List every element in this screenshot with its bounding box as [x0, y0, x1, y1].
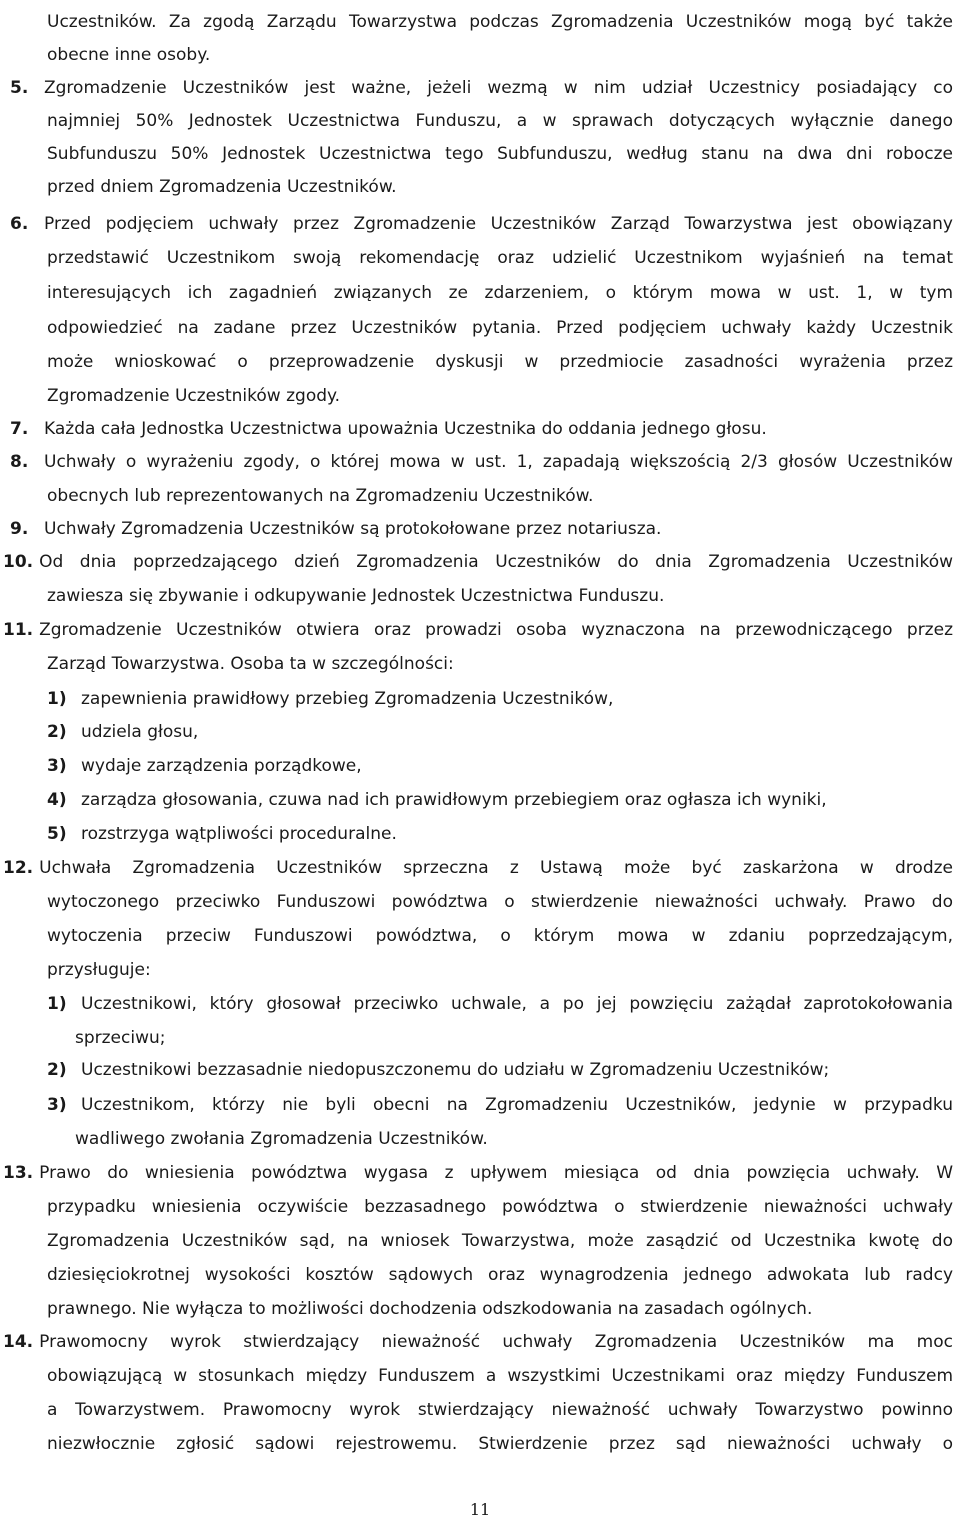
line-text: Zgromadzenie Uczestników zgody. [47, 386, 341, 406]
text-line [47, 44, 210, 66]
text-line [47, 925, 953, 947]
item-number: 8. [10, 452, 29, 472]
line-text: przysługuje: [47, 960, 151, 980]
item-number: 14. [3, 1332, 34, 1352]
text-line [47, 1230, 953, 1252]
text-line [47, 110, 953, 132]
item-number: 2) [47, 722, 67, 742]
text-line [3, 619, 953, 641]
item-number: 4) [47, 790, 67, 810]
item-number: 6. [10, 214, 29, 234]
line-text: Każda cała Jednostka Uczestnictwa upoważnia Uczestnika do oddania jednego głosu. [44, 419, 767, 439]
item-number: 5. [10, 78, 29, 98]
line-text: wytoczenia przeciw Funduszowi powództwa, o którym mowa w zdaniu poprzedzającym, [47, 926, 953, 946]
text-line [47, 823, 397, 845]
line-text: przedstawić Uczestnikom swoją rekomendację oraz udzielić Uczestnikom wyjaśnień na temat [47, 248, 953, 268]
text-line [47, 282, 953, 304]
text-line [47, 789, 827, 811]
text-line [47, 721, 198, 743]
text-line [3, 1162, 953, 1184]
line-text: rozstrzyga wątpliwości proceduralne. [81, 824, 397, 844]
text-line [47, 755, 362, 777]
text-line [47, 1059, 829, 1081]
line-text: najmniej 50% Jednostek Uczestnictwa Funduszu, a w sprawach dotyczących wyłącznie danego [47, 111, 953, 131]
text-line [3, 551, 953, 573]
line-text: Uczestnikowi, który głosował przeciwko uchwale, a po jej powzięciu zażądał zaprotokołowania [81, 994, 953, 1014]
line-text: wydaje zarządzenia porządkowe, [81, 756, 362, 776]
text-line [75, 1128, 488, 1150]
line-text: niezwłocznie zgłosić sądowi rejestrowemu. Stwierdzenie przez sąd nieważności uchwały o [47, 1434, 953, 1454]
item-number: 9. [10, 519, 29, 539]
line-text: wytoczonego przeciwko Funduszowi powództwa o stwierdzenie nieważności uchwały. Prawo do [47, 892, 953, 912]
item-number: 10. [3, 552, 34, 572]
line-text: dziesięciokrotnej wysokości kosztów sądowych oraz wynagrodzenia jednego adwokata lub radcy [47, 1265, 953, 1285]
text-line [47, 1365, 953, 1387]
line-text: przed dniem Zgromadzenia Uczestników. [47, 177, 397, 197]
text-line [10, 77, 953, 99]
line-text: Uchwała Zgromadzenia Uczestników sprzeczna z Ustawą może być zaskarżona w drodze [39, 858, 953, 878]
text-line [47, 1433, 953, 1455]
line-text: Zgromadzenie Uczestników jest ważne, jeżeli wezmą w nim udział Uczestnicy posiadający co [44, 78, 953, 98]
text-line [47, 891, 953, 913]
item-number: 11. [3, 620, 34, 640]
line-text: Zgromadzenie Uczestników otwiera oraz prowadzi osoba wyznaczona na przewodniczącego przez [39, 620, 953, 640]
line-text: Uczestnikom, którzy nie byli obecni na Zgromadzeniu Uczestników, jedynie w przypadku [81, 1095, 953, 1115]
line-text: prawnego. Nie wyłącza to możliwości dochodzenia odszkodowania na zasadach ogólnych. [47, 1299, 813, 1319]
line-text: może wnioskować o przeprowadzenie dyskusji w przedmiocie zasadności wyrażenia przez [47, 352, 953, 372]
text-line [47, 1399, 953, 1421]
line-text: Przed podjęciem uchwały przez Zgromadzenie Uczestników Zarząd Towarzystwa jest obowiązany [44, 214, 953, 234]
text-line [47, 959, 151, 981]
line-text: obowiązującą w stosunkach między Funduszem a wszystkimi Uczestnikami oraz między Funduszem [47, 1366, 953, 1386]
text-line [47, 247, 953, 269]
text-line [47, 585, 664, 607]
text-line [47, 176, 397, 198]
page-number: 11 [469, 1500, 491, 1519]
text-line [47, 688, 613, 710]
text-line [47, 143, 953, 165]
line-text: odpowiedzieć na zadane przez Uczestników pytania. Przed podjęciem uchwały każdy Uczestnik [47, 318, 953, 338]
text-line [10, 213, 953, 235]
text-line [47, 385, 340, 407]
text-line [47, 1298, 812, 1320]
line-text: sprzeciwu; [75, 1028, 166, 1048]
text-line [47, 317, 953, 339]
item-number: 3) [47, 1095, 67, 1115]
text-line [47, 1196, 953, 1218]
line-text: Zgromadzenia Uczestników sąd, na wniosek Towarzystwa, może zasądzić od Uczestnika kwotę do [47, 1231, 953, 1251]
line-text: wadliwego zwołania Zgromadzenia Uczestników. [75, 1129, 488, 1149]
line-text: Uchwały o wyrażeniu zgody, o której mowa w ust. 1, zapadają większością 2/3 głosów Uczestników [44, 452, 953, 472]
text-line [3, 857, 953, 879]
line-text: Uchwały Zgromadzenia Uczestników są protokołowane przez notariusza. [44, 519, 662, 539]
text-line [75, 1027, 166, 1049]
line-text: Uczestnikowi bezzasadnie niedopuszczonemu do udziału w Zgromadzeniu Uczestników; [81, 1060, 830, 1080]
line-text: Od dnia poprzedzającego dzień Zgromadzenia Uczestników do dnia Zgromadzenia Uczestników [39, 552, 953, 572]
item-number: 12. [3, 858, 34, 878]
line-text: Subfunduszu 50% Jednostek Uczestnictwa tego Subfunduszu, według stanu na dwa dni robocze [47, 144, 953, 164]
line-text: Zarząd Towarzystwa. Osoba ta w szczególności: [47, 654, 454, 674]
line-text: obecnych lub reprezentowanych na Zgromadzeniu Uczestników. [47, 486, 594, 506]
line-text: zapewnienia prawidłowy przebieg Zgromadzenia Uczestników, [81, 689, 614, 709]
item-number: 5) [47, 824, 67, 844]
line-text: zawiesza się zbywanie i odkupywanie Jednostek Uczestnictwa Funduszu. [47, 586, 665, 606]
text-line [47, 1094, 953, 1116]
text-line [47, 993, 953, 1015]
line-text: udziela głosu, [81, 722, 199, 742]
text-line [10, 518, 661, 540]
text-line [47, 653, 454, 675]
line-text: Prawo do wniesienia powództwa wygasa z upływem miesiąca od dnia powzięcia uchwały. W [39, 1163, 953, 1183]
text-line [47, 11, 953, 33]
line-text: obecne inne osoby. [47, 45, 211, 65]
line-text: a Towarzystwem. Prawomocny wyrok stwierdzający nieważność uchwały Towarzystwo powinno [47, 1400, 953, 1420]
text-line [47, 351, 953, 373]
line-text: Uczestników. Za zgodą Zarządu Towarzystwa podczas Zgromadzenia Uczestników mogą być także [47, 12, 953, 32]
text-line [47, 1264, 953, 1286]
item-number: 7. [10, 419, 29, 439]
line-text: przypadku wniesienia oczywiście bezzasadnego powództwa o stwierdzenie nieważności uchwały [47, 1197, 953, 1217]
line-text: zarządza głosowania, czuwa nad ich prawidłowym przebiegiem oraz ogłasza ich wyniki, [81, 790, 827, 810]
item-number: 3) [47, 756, 67, 776]
line-text: Prawomocny wyrok stwierdzający nieważność uchwały Zgromadzenia Uczestników ma moc [39, 1332, 953, 1352]
item-number: 2) [47, 1060, 67, 1080]
text-line [10, 418, 767, 440]
text-line [47, 485, 593, 507]
text-line [3, 1331, 953, 1353]
item-number: 13. [3, 1163, 34, 1183]
line-text: interesujących ich zagadnień związanych ze zdarzeniem, o którym mowa w ust. 1, w tym [47, 283, 953, 303]
item-number: 1) [47, 994, 67, 1014]
item-number: 1) [47, 689, 67, 709]
text-line [10, 451, 953, 473]
